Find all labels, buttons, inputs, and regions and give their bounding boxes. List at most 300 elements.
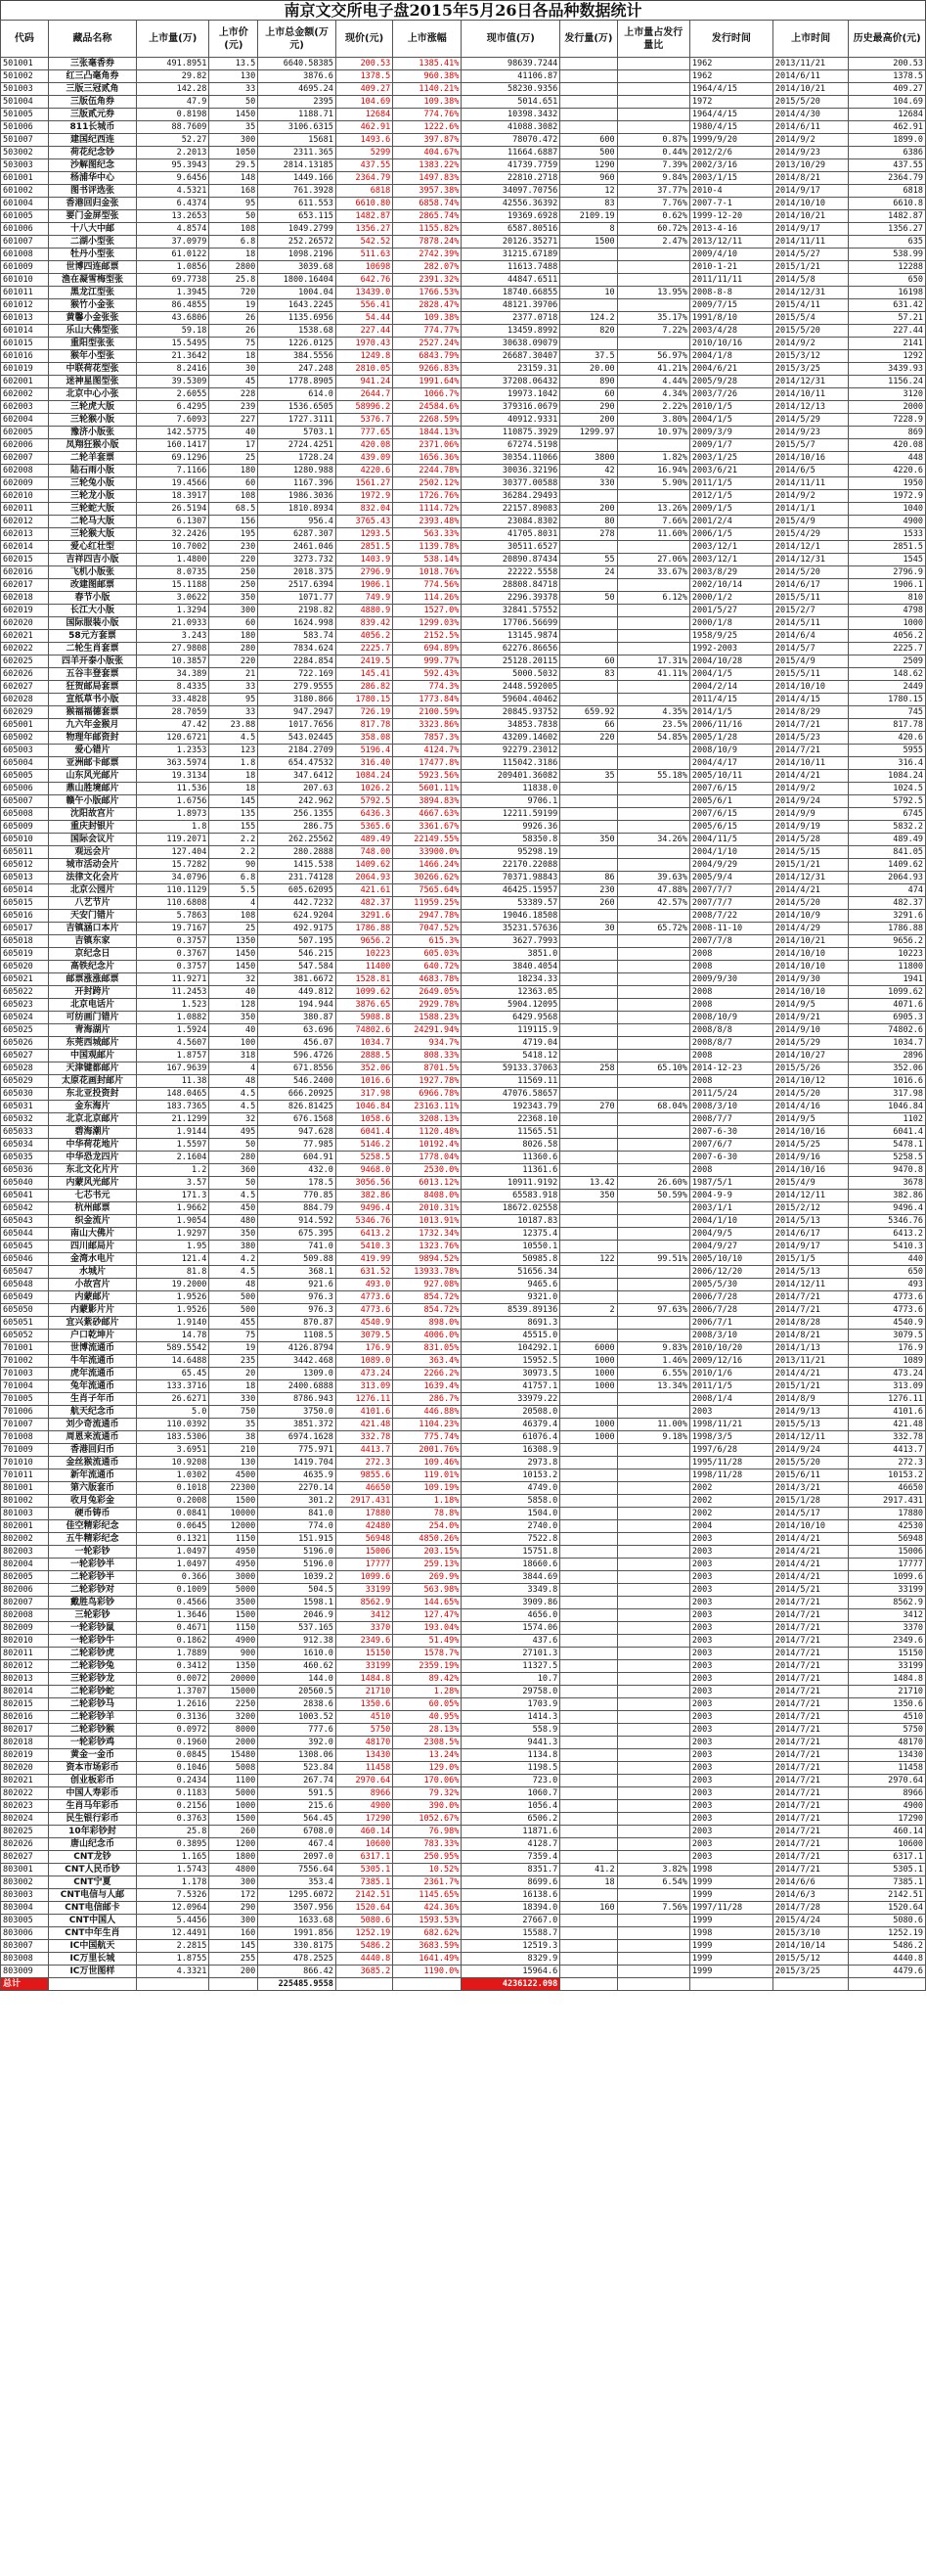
cell-gain: 2865.74% [393, 210, 462, 223]
cell-name: 二轮彩钞兔 [48, 1660, 136, 1673]
cell-code: 605033 [1, 1126, 49, 1139]
cell-listed-price: 123 [209, 745, 258, 757]
cell-listed-amount: 675.395 [258, 1228, 336, 1241]
cell-gain: 7878.24% [393, 236, 462, 249]
cell-listed-ratio [617, 935, 689, 948]
cell-gain: 6843.79% [393, 350, 462, 363]
cell-name: 狂贺邮局套票 [48, 681, 136, 694]
table-row [1, 1393, 926, 1406]
cell-code: 605048 [1, 1279, 49, 1291]
cell-name: 中华荷花地片 [48, 1139, 136, 1152]
cell-highest-price: 1482.87 [849, 210, 926, 223]
cell-gain: 10192.4% [393, 1139, 462, 1152]
cell-gain: 2742.39% [393, 249, 462, 261]
cell-listed-price: 50 [209, 1177, 258, 1190]
cell-issue-date: 2005/6/15 [689, 821, 772, 834]
table-row [1, 376, 926, 388]
cell-listed-price: 4.5 [209, 1266, 258, 1279]
cell-issue-date: 2003 [689, 1673, 772, 1686]
cell-gain: 8701.5% [393, 1062, 462, 1075]
cell-issue-qty: 1290 [560, 159, 617, 172]
cell-current-price: 8562.9 [335, 1597, 392, 1609]
cell-issue-date: 2010/1/5 [689, 401, 772, 414]
cell-highest-price: 3412 [849, 1609, 926, 1622]
cell-listed-amount: 1778.8905 [258, 376, 336, 388]
cell-gain: 13.24% [393, 1749, 462, 1762]
cell-listed-amount: 976.3 [258, 1291, 336, 1304]
cell-market-value: 44847.6511 [462, 274, 560, 287]
cell-listed-ratio: 2.22% [617, 401, 689, 414]
table-row [1, 986, 926, 999]
cell-listing-date: 2014/12/11 [772, 1431, 849, 1444]
cell-gain: 119.01% [393, 1469, 462, 1482]
cell-listed-qty: 21.0933 [137, 617, 209, 630]
cell-highest-price: 1378.5 [849, 70, 926, 83]
cell-current-price: 1089.0 [335, 1355, 392, 1368]
cell-gain: 282.07% [393, 261, 462, 274]
table-row [1, 1838, 926, 1851]
cell-name: 要门金屏型张 [48, 210, 136, 223]
cell-name: 硬币铸币 [48, 1508, 136, 1520]
cell-issue-date: 2003 [689, 1711, 772, 1724]
cell-listed-ratio [617, 1164, 689, 1177]
cell-listed-amount: 1308.06 [258, 1749, 336, 1762]
cell-highest-price: 2917.431 [849, 1495, 926, 1508]
cell-current-price: 511.63 [335, 249, 392, 261]
cell-name: 黄馨小金张张 [48, 312, 136, 325]
cell-listed-price: 168 [209, 185, 258, 198]
cell-issue-date: 2001/2/4 [689, 516, 772, 528]
cell-gain: 563.98% [393, 1584, 462, 1597]
cell-gain: 28.13% [393, 1724, 462, 1737]
cell-issue-qty [560, 1024, 617, 1037]
cell-listed-ratio [617, 1584, 689, 1597]
cell-issue-qty: 60 [560, 388, 617, 401]
cell-listed-ratio: 6.54% [617, 1876, 689, 1889]
cell-listed-ratio: 7.39% [617, 159, 689, 172]
cell-issue-date: 2008-11-10 [689, 923, 772, 935]
cell-issue-qty [560, 579, 617, 592]
cell-issue-date: 2009/9/30 [689, 973, 772, 986]
cell-code: 601004 [1, 198, 49, 210]
cell-current-price: 749.9 [335, 592, 392, 605]
cell-listed-qty: 6.4374 [137, 198, 209, 210]
cell-name: IC万世图样 [48, 1966, 136, 1978]
cell-highest-price: 1520.64 [849, 1902, 926, 1915]
cell-listed-amount: 20560.5 [258, 1686, 336, 1698]
cell-market-value: 20508.0 [462, 1406, 560, 1419]
cell-listed-qty: 1.3646 [137, 1609, 209, 1622]
table-row [1, 1902, 926, 1915]
cell-name: 一轮彩钞牛 [48, 1635, 136, 1648]
cell-listing-date: 2014/5/27 [772, 249, 849, 261]
cell-listed-ratio [617, 1597, 689, 1609]
cell-market-value: 78070.472 [462, 134, 560, 147]
cell-code: 803006 [1, 1927, 49, 1940]
table-row [1, 1037, 926, 1050]
cell-listed-amount: 1419.704 [258, 1457, 336, 1469]
cell-market-value: 50985.8 [462, 1253, 560, 1266]
cell-market-value: 18660.6 [462, 1559, 560, 1571]
cell-issue-qty [560, 1164, 617, 1177]
cell-name: IC中国航天 [48, 1940, 136, 1953]
cell-listed-qty: 15.7282 [137, 859, 209, 872]
cell-listing-date: 2014/7/21 [772, 1673, 849, 1686]
cell-gain: 1766.53% [393, 287, 462, 299]
cell-issue-date: 2012/1/5 [689, 490, 772, 503]
cell-issue-qty [560, 70, 617, 83]
cell-issue-qty [560, 1800, 617, 1813]
cell-listing-date: 2014/12/31 [772, 287, 849, 299]
cell-current-price: 5305.1 [335, 1864, 392, 1876]
table-row [1, 1648, 926, 1660]
cell-current-price: 1970.43 [335, 338, 392, 350]
cell-issue-date: 2004/9/5 [689, 1228, 772, 1241]
cell-code: 602022 [1, 643, 49, 655]
cell-gain: 17477.8% [393, 757, 462, 770]
cell-name: 内蒙影片片 [48, 1304, 136, 1317]
cell-listed-price: 1200 [209, 1838, 258, 1851]
cell-listed-amount: 460.62 [258, 1660, 336, 1673]
cell-listed-qty: 0.0972 [137, 1724, 209, 1737]
cell-listed-ratio: 7.66% [617, 516, 689, 528]
cell-listed-ratio: 3.80% [617, 414, 689, 427]
cell-issue-date: 2003 [689, 1571, 772, 1584]
cell-gain: 1.28% [393, 1686, 462, 1698]
table-row [1, 1164, 926, 1177]
cell-issue-date: 2003 [689, 1813, 772, 1826]
cell-code: 605034 [1, 1139, 49, 1152]
cell-highest-price: 12684 [849, 109, 926, 121]
cell-current-price: 104.69 [335, 96, 392, 109]
cell-name: 南山大佛片 [48, 1228, 136, 1241]
cell-highest-price: 1780.15 [849, 694, 926, 706]
cell-market-value: 3844.69 [462, 1571, 560, 1584]
cell-issue-qty [560, 1215, 617, 1228]
cell-issue-qty [560, 1241, 617, 1253]
cell-issue-date: 2008/7/22 [689, 910, 772, 923]
cell-issue-qty [560, 109, 617, 121]
cell-gain: 4124.7% [393, 745, 462, 757]
cell-listed-ratio [617, 96, 689, 109]
cell-current-price: 3765.43 [335, 516, 392, 528]
table-row [1, 706, 926, 719]
cell-listed-ratio: 13.95% [617, 287, 689, 299]
cell-gain: 404.67% [393, 147, 462, 159]
cell-listed-ratio [617, 299, 689, 312]
cell-listed-amount: 1991.856 [258, 1927, 336, 1940]
cell-highest-price: 1016.6 [849, 1075, 926, 1088]
cell-issue-qty: 350 [560, 1190, 617, 1202]
cell-listing-date: 2014/7/21 [772, 1724, 849, 1737]
cell-issue-qty [560, 1520, 617, 1533]
cell-issue-date: 1962 [689, 58, 772, 70]
cell-listed-price: 250 [209, 579, 258, 592]
cell-current-price: 3370 [335, 1622, 392, 1635]
cell-name: 建国纪西连 [48, 134, 136, 147]
cell-market-value: 19369.6928 [462, 210, 560, 223]
cell-issue-qty [560, 757, 617, 770]
cell-gain: 4006.0% [393, 1330, 462, 1342]
cell-highest-price: 5750 [849, 1724, 926, 1737]
cell-gain: 1.18% [393, 1495, 462, 1508]
table-row [1, 1457, 926, 1469]
cell-gain: 254.0% [393, 1520, 462, 1533]
cell-market-value: 11664.6887 [462, 147, 560, 159]
cell-market-value: 18740.66855 [462, 287, 560, 299]
cell-listing-date: 2015/2/7 [772, 605, 849, 617]
cell-gain: 2359.19% [393, 1660, 462, 1673]
cell-listed-ratio: 7.22% [617, 325, 689, 338]
cell-listed-ratio [617, 121, 689, 134]
cell-current-price: 2064.93 [335, 872, 392, 884]
cell-code: 802014 [1, 1686, 49, 1698]
cell-current-price: 9656.2 [335, 935, 392, 948]
cell-listed-ratio: 50.59% [617, 1190, 689, 1202]
cell-listed-price: 33 [209, 83, 258, 96]
cell-current-price: 17777 [335, 1559, 392, 1571]
cell-code: 701001 [1, 1342, 49, 1355]
cell-listing-date: 2014/10/14 [772, 1940, 849, 1953]
cell-listed-ratio: 99.51% [617, 1253, 689, 1266]
cell-gain: 1527.0% [393, 605, 462, 617]
cell-issue-qty: 30 [560, 923, 617, 935]
cell-listed-amount: 537.165 [258, 1622, 336, 1635]
cell-listed-amount: 1098.2196 [258, 249, 336, 261]
cell-issue-qty [560, 1813, 617, 1826]
cell-listed-qty: 10.9208 [137, 1457, 209, 1469]
cell-code: 602003 [1, 401, 49, 414]
cell-listed-qty: 5.7863 [137, 910, 209, 923]
cell-listed-ratio: 1.82% [617, 452, 689, 465]
cell-listed-qty: 11.536 [137, 783, 209, 795]
cell-listed-qty: 37.0979 [137, 236, 209, 249]
cell-issue-date: 2003 [689, 1622, 772, 1635]
cell-issue-date: 2007-6-30 [689, 1152, 772, 1164]
cell-code: 605007 [1, 795, 49, 808]
cell-listed-ratio [617, 961, 689, 973]
cell-issue-date: 1964/4/15 [689, 83, 772, 96]
cell-listed-qty: 1.0856 [137, 261, 209, 274]
cell-gain: 2361.7% [393, 1876, 462, 1889]
cell-issue-date: 2004/1/10 [689, 1215, 772, 1228]
cell-gain: 2244.78% [393, 465, 462, 477]
cell-issue-qty [560, 1686, 617, 1698]
cell-gain: 6858.74% [393, 198, 462, 210]
cell-listing-date: 2014/5/29 [772, 414, 849, 427]
cell-market-value: 13145.9874 [462, 630, 560, 643]
table-row [1, 1024, 926, 1037]
cell-listing-date: 2014/9/2 [772, 134, 849, 147]
cell-market-value: 62276.86656 [462, 643, 560, 655]
cell-listing-date: 2014/10/10 [772, 681, 849, 694]
cell-listed-ratio [617, 1024, 689, 1037]
cell-current-price: 6413.2 [335, 1228, 392, 1241]
cell-name: CNT龙钞 [48, 1851, 136, 1864]
cell-issue-date: 2003 [689, 1838, 772, 1851]
cell-market-value: 42556.36392 [462, 198, 560, 210]
cell-listing-date: 2014/12/31 [772, 376, 849, 388]
cell-highest-price: 1350.6 [849, 1698, 926, 1711]
cell-issue-qty [560, 617, 617, 630]
cell-listing-date: 2014/12/11 [772, 1190, 849, 1202]
cell-market-value: 34097.70756 [462, 185, 560, 198]
cell-name: 长江大小版 [48, 605, 136, 617]
cell-current-price: 5365.6 [335, 821, 392, 834]
cell-listed-qty: 10.7002 [137, 541, 209, 554]
cell-listed-ratio [617, 783, 689, 795]
cell-listing-date: 2015/1/28 [772, 1495, 849, 1508]
cell-listed-price: 2800 [209, 261, 258, 274]
cell-listed-amount: 3273.732 [258, 554, 336, 566]
cell-code: 802011 [1, 1648, 49, 1660]
cell-listed-amount: 256.1355 [258, 808, 336, 821]
cell-listed-qty: 7.5326 [137, 1889, 209, 1902]
cell-highest-price: 493 [849, 1279, 926, 1291]
cell-current-price: 4056.2 [335, 630, 392, 643]
cell-gain: 1018.76% [393, 566, 462, 579]
cell-listing-date: 2014/7/21 [772, 1698, 849, 1711]
cell-listed-ratio: 39.63% [617, 872, 689, 884]
cell-highest-price: 316.4 [849, 757, 926, 770]
cell-listed-amount: 866.42 [258, 1966, 336, 1978]
table-row [1, 1787, 926, 1800]
cell-current-price: 421.61 [335, 884, 392, 897]
cell-market-value: 18394.0 [462, 1902, 560, 1915]
cell-code: 802007 [1, 1597, 49, 1609]
cell-highest-price: 745 [849, 706, 926, 719]
cell-listing-date: 2014/9/2 [772, 490, 849, 503]
cell-issue-qty: 6000 [560, 1342, 617, 1355]
cell-listed-amount: 1226.0125 [258, 338, 336, 350]
cell-market-value: 37208.06432 [462, 376, 560, 388]
cell-listing-date: 2015/4/11 [772, 299, 849, 312]
cell-gain: 1323.76% [393, 1241, 462, 1253]
cell-name: 渔在凝雪梅型张 [48, 274, 136, 287]
cell-listing-date: 2015/1/5 [772, 1253, 849, 1266]
cell-current-price: 2142.51 [335, 1889, 392, 1902]
cell-listed-price: 1000 [209, 1800, 258, 1813]
cell-issue-date: 2012/2/6 [689, 147, 772, 159]
cell-gain: 2530.0% [393, 1164, 462, 1177]
cell-current-price: 358.08 [335, 732, 392, 745]
cell-gain: 8408.0% [393, 1190, 462, 1202]
cell-listed-price: 4800 [209, 1864, 258, 1876]
cell-issue-date: 2003/1/1 [689, 1202, 772, 1215]
cell-current-price: 2419.5 [335, 655, 392, 668]
cell-issue-date: 2008/8/8 [689, 1024, 772, 1037]
cell-issue-qty [560, 1113, 617, 1126]
cell-gain: 1299.03% [393, 617, 462, 630]
cell-listed-amount: 884.79 [258, 1202, 336, 1215]
cell-current-price: 2225.7 [335, 643, 392, 655]
cell-listed-qty: 1.9526 [137, 1304, 209, 1317]
cell-listed-price: 1150 [209, 1533, 258, 1546]
cell-listed-qty: 15.1188 [137, 579, 209, 592]
table-row [1, 1266, 926, 1279]
cell-current-price: 1493.6 [335, 134, 392, 147]
cell-gain: 934.7% [393, 1037, 462, 1050]
cell-listing-date: 2014/4/29 [772, 923, 849, 935]
cell-code: 605041 [1, 1190, 49, 1202]
cell-gain: 3361.67% [393, 821, 462, 834]
cell-issue-date: 2005/6/1 [689, 795, 772, 808]
cell-listed-ratio [617, 1673, 689, 1686]
cell-listed-price: 50 [209, 96, 258, 109]
cell-issue-date: 2003 [689, 1724, 772, 1737]
cell-current-price: 5146.2 [335, 1139, 392, 1152]
cell-listing-date: 2014/10/10 [772, 198, 849, 210]
cell-gain: 774.56% [393, 579, 462, 592]
cell-market-value: 41106.87 [462, 70, 560, 83]
cell-market-value: 22157.89083 [462, 503, 560, 516]
cell-gain: 79.32% [393, 1787, 462, 1800]
cell-listed-amount: 914.592 [258, 1215, 336, 1228]
cell-issue-date: 1972 [689, 96, 772, 109]
table-row [1, 655, 926, 668]
cell-market-value: 5000.5032 [462, 668, 560, 681]
cell-listing-date: 2015/5/12 [772, 1953, 849, 1966]
cell-gain: 129.0% [393, 1762, 462, 1775]
cell-code: 802005 [1, 1571, 49, 1584]
cell-current-price: 5750 [335, 1724, 392, 1737]
cell-listing-date: 2015/4/9 [772, 516, 849, 528]
cell-highest-price: 1941 [849, 973, 926, 986]
cell-name: 戴胜鸟彩钞 [48, 1597, 136, 1609]
cell-listed-price: 227 [209, 414, 258, 427]
cell-name: 内蒙邮片 [48, 1291, 136, 1304]
cell-gain: 592.43% [393, 668, 462, 681]
table-row [1, 1800, 926, 1813]
table-row [1, 1724, 926, 1737]
cell-gain: 170.06% [393, 1775, 462, 1787]
cell-listing-date: 2014/7/21 [772, 745, 849, 757]
cell-highest-price: 33199 [849, 1660, 926, 1673]
cell-listed-amount: 456.07 [258, 1037, 336, 1050]
cell-listed-price: 5000 [209, 1584, 258, 1597]
cell-name: 宜兴紫砂邮片 [48, 1317, 136, 1330]
cell-issue-date: 1999 [689, 1953, 772, 1966]
cell-name: 香港回归金张 [48, 198, 136, 210]
cell-current-price: 3412 [335, 1609, 392, 1622]
cell-gain: 4683.78% [393, 973, 462, 986]
cell-market-value: 34853.7838 [462, 719, 560, 732]
cell-listed-price: 350 [209, 592, 258, 605]
cell-current-price: 3685.2 [335, 1966, 392, 1978]
cell-listed-ratio [617, 1037, 689, 1050]
table-row [1, 1762, 926, 1775]
cell-code: 501003 [1, 83, 49, 96]
cell-market-value: 10398.3432 [462, 109, 560, 121]
cell-current-price: 4220.6 [335, 465, 392, 477]
cell-listed-qty: 589.5542 [137, 1342, 209, 1355]
cell-market-value: 15964.6 [462, 1966, 560, 1978]
cell-listed-amount: 286.75 [258, 821, 336, 834]
cell-market-value: 41757.1 [462, 1380, 560, 1393]
cell-issue-date: 2003 [689, 1660, 772, 1673]
table-row [1, 1609, 926, 1622]
cell-listed-price: 4.5 [209, 1190, 258, 1202]
cell-issue-qty [560, 973, 617, 986]
cell-issue-date: 2003/12/1 [689, 554, 772, 566]
cell-name: 58元方套票 [48, 630, 136, 643]
cell-listing-date: 2015/1/21 [772, 859, 849, 872]
cell-name: 香港回归币 [48, 1444, 136, 1457]
cell-listed-qty: 8.0735 [137, 566, 209, 579]
cell-gain: 3208.13% [393, 1113, 462, 1126]
cell-name: 三轮蛇大版 [48, 503, 136, 516]
cell-listed-amount: 1536.6505 [258, 401, 336, 414]
